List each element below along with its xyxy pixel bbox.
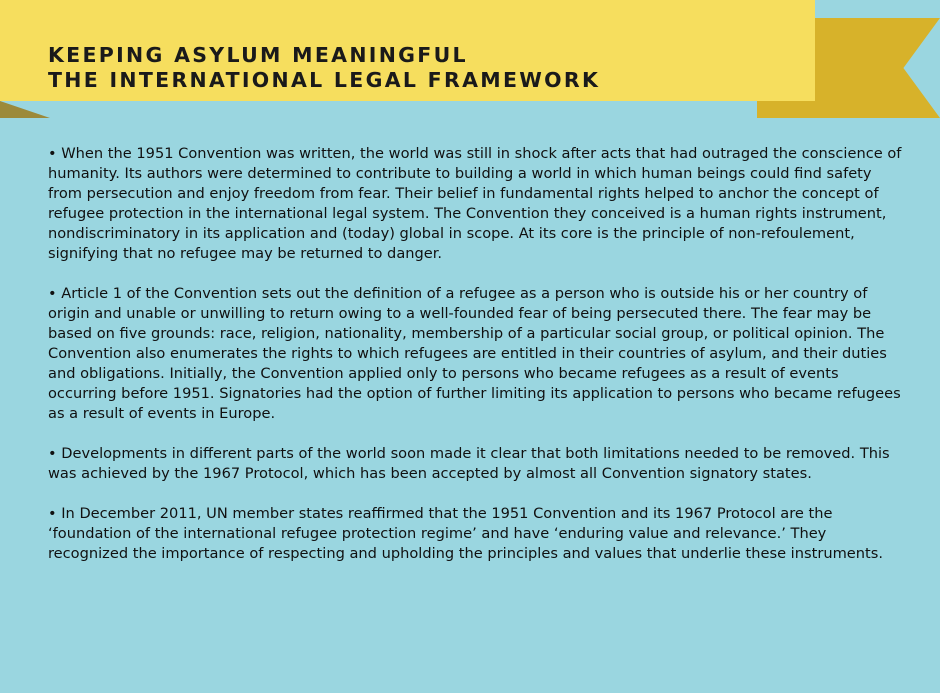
paragraph-1951-convention: • When the 1951 Convention was written, the world was still in shock after acts that had outraged the conscience of humanity. Its authors were determined to contribute to building a world in which human beings could find safety from persecution and enjoy freedom from fear. Their belief in fundamental rights helped to anchor the concept of refugee protection in the international legal system. The Convention they conceived is a human rights instrument, nondiscriminatory in its application and (today) global in scope. At its core is the principle of non-refoulement, signifying that no refugee may be returned to danger.: [48, 145, 902, 262]
paragraph-article-1: • Article 1 of the Convention sets out the definition of a refugee as a person who is outside his or her country of origin and unable or unwilling to return owing to a well-founded fear of being persecuted there. The fear may be based on five grounds: race, religion, nationality, membership of a particular social group, or political opinion. The Convention also enumerates the rights to which refugees are entitled in their countries of asylum, and their duties and obligations. Initially, the Convention applied only to persons who became refugees as a result of events occurring before 1951. Signatories had the option of further limiting its application to persons who became refugees as a result of events in Europe.: [48, 285, 901, 422]
title-line-1: KEEPING ASYLUM MEANINGFUL: [48, 43, 468, 67]
paragraph-1967-protocol: • Developments in different parts of the world soon made it clear that both limitations needed to be removed. This was achieved by the 1967 Protocol, which has been accepted by almost all Convention signatory states.: [48, 445, 890, 482]
ribbon-fold-left: [0, 101, 50, 118]
body-text: [48, 144, 908, 584]
page-title: [48, 43, 600, 93]
title-line-2: THE INTERNATIONAL LEGAL FRAMEWORK: [48, 68, 601, 92]
paragraph-december-2011: • In December 2011, UN member states reaffirmed that the 1951 Convention and its 1967 Protocol are the ‘foundation of the international refugee protection regime’ and have ‘enduring value and relevance.’ They recognized the importance of respecting and upholding the principles and values that underlie these instruments.: [48, 505, 883, 562]
